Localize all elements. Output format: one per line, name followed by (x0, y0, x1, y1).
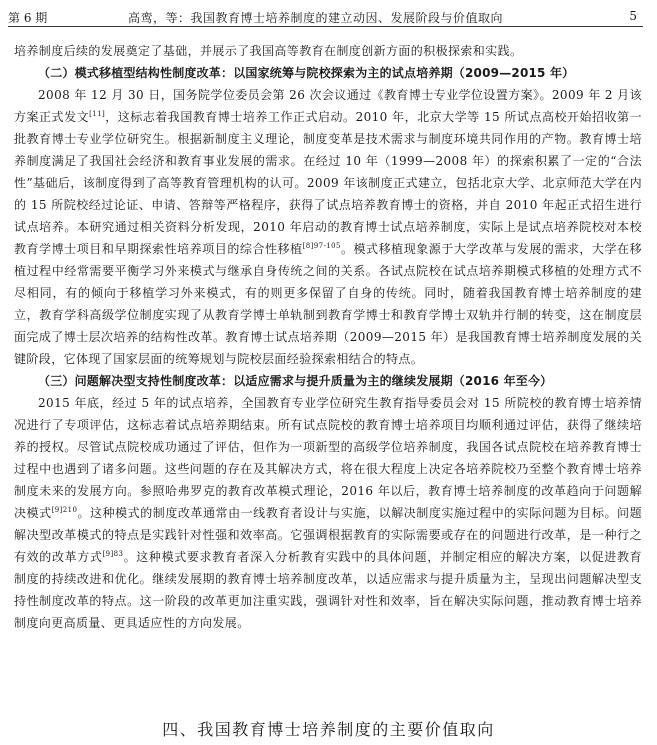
paragraph-continued-development (14, 392, 642, 634)
text-segment: ，这标志着我国教育博士培养工作正式启动。2010 年，北京大学等 15 所试点高校开始招收第一批教育博士专业学位研究生。根据新制度主义理论，制度变革是技术需求与制度环境共同作用的产物。教育博士培养制度满足了我国社会经济和教育事业发展的需求。在经过 10 年（1999—2008 年）的探索积累了一定的“合法性”基础后，该制度得到了高等教育管理机构的认可。2009 年该制度正式建立，包括北京大学、北京师范大学在内的 15 所院校经过论证、申请、答辩等严格程序，获得了试点培养教育博士的资格，并自 2010 年起正式招生进行试点培养。本研究通过相关资料分析发现，2010 年启动的教育博士试点培养制度，实际上是试点培养院校对本校教育学博士项目和早期探索性培养项目的综合性移植 (14, 110, 642, 256)
text-segment: 。这种模式的制度改革通常由一线教育者设计与实施，以解决制度实施过程中的实际问题为目标。问题解决型改革模式的特点是实践针对性强和效率高。它强调根据教育的实际需要或存在的问题进行改革，是一种行之有效的改革方式 (14, 506, 642, 564)
paragraph-pilot-period (14, 84, 642, 370)
subsection-heading-2: （二）模式移植型结构性制度改革：以国家统筹与院校探索为主的试点培养期（2009—2015 年） (38, 66, 575, 80)
subsection-heading-3: （三）问题解决型支持性制度改革：以适应需求与提升质量为主的继续发展期（2016 年至今） (38, 374, 553, 388)
citation: [9]83 (102, 550, 124, 558)
section-title: 四、我国教育博士培养制度的主要价值取向 (162, 720, 495, 739)
running-title: 高鸾，等：我国教育博士培养制度的建立动因、发展阶段与价值取向 (128, 11, 504, 25)
citation: [11] (89, 110, 106, 118)
citation: [8]97-105 (302, 242, 341, 250)
intro-paragraph: 培养制度后续的发展奠定了基础，并展示了我国高等教育在制度创新方面的积极探索和实践。 (14, 44, 523, 58)
text-segment: 。这种模式要求教育者深入分析教育实践中的具体问题，并制定相应的解决方案，以促进教育制度的持续改进和优化。继续发展期的教育博士培养制度改革，以适应需求与提升质量为主，呈现出问题解决型支持性制度改革的特点。这一阶段的改革更加注重实践，强调针对性和效率，旨在解决实际问题，推动教育博士培养制度向更高质量、更具适应性的方向发展。 (14, 550, 642, 630)
running-header (8, 6, 643, 27)
page-number: 5 (629, 9, 637, 23)
issue-label: 第 6 期 (8, 11, 48, 25)
text-segment: 2015 年底，经过 5 年的试点培养，全国教育专业学位研究生教育指导委员会对 15 所院校的教育博士培养情况进行了专项评估，这标志着试点培养期结束。所有试点院校的教育博士培养项目均顺利通过评估，获得了继续培养的授权。尽管试点院校成功通过了评估，但作为一项新型的高级学位培养制度，我国各试点院校在培养教育博士过程中也遇到了诸多问题。这些问题的存在及其解决方式，将在很大程度上决定各培养院校乃至整个教育博士培养制度未来的发展方向。参照哈弗罗克的教育改革模式理论，2016 年以后，教育博士培养制度的改革趋向于问题解决模式 (14, 396, 642, 520)
article-body (14, 40, 642, 634)
text-segment: 。模式移植现象源于大学改革与发展的需求，大学在移植过程中经常需要平衡学习外来模式与继承自身传统之间的关系。各试点院校在试点培养期模式移植的处理方式不尽相同，有的倾向于移植学习外来模式，有的则更多保留了自身的传统。同时，随着我国教育博士培养制度的建立，教育学科高级学位制度实现了从教育学博士单轨制到教育学博士和教育学博士双轨并行制的转变，这在制度层面完成了博士层次培养的结构性改革。教育博士试点培养期（2009—2015 年）是我国教育博士培养制度发展的关键阶段，它体现了国家层面的统筹规划与院校层面经验探索相结合的特点。 (14, 242, 643, 366)
text-segment: 2008 年 12 月 30 日，国务院学位委员会第 26 次会议通过《教育博士专业学位设置方案》。2009 年 2 月该方案正式发文 (14, 88, 642, 124)
citation: [9]210 (51, 506, 78, 514)
